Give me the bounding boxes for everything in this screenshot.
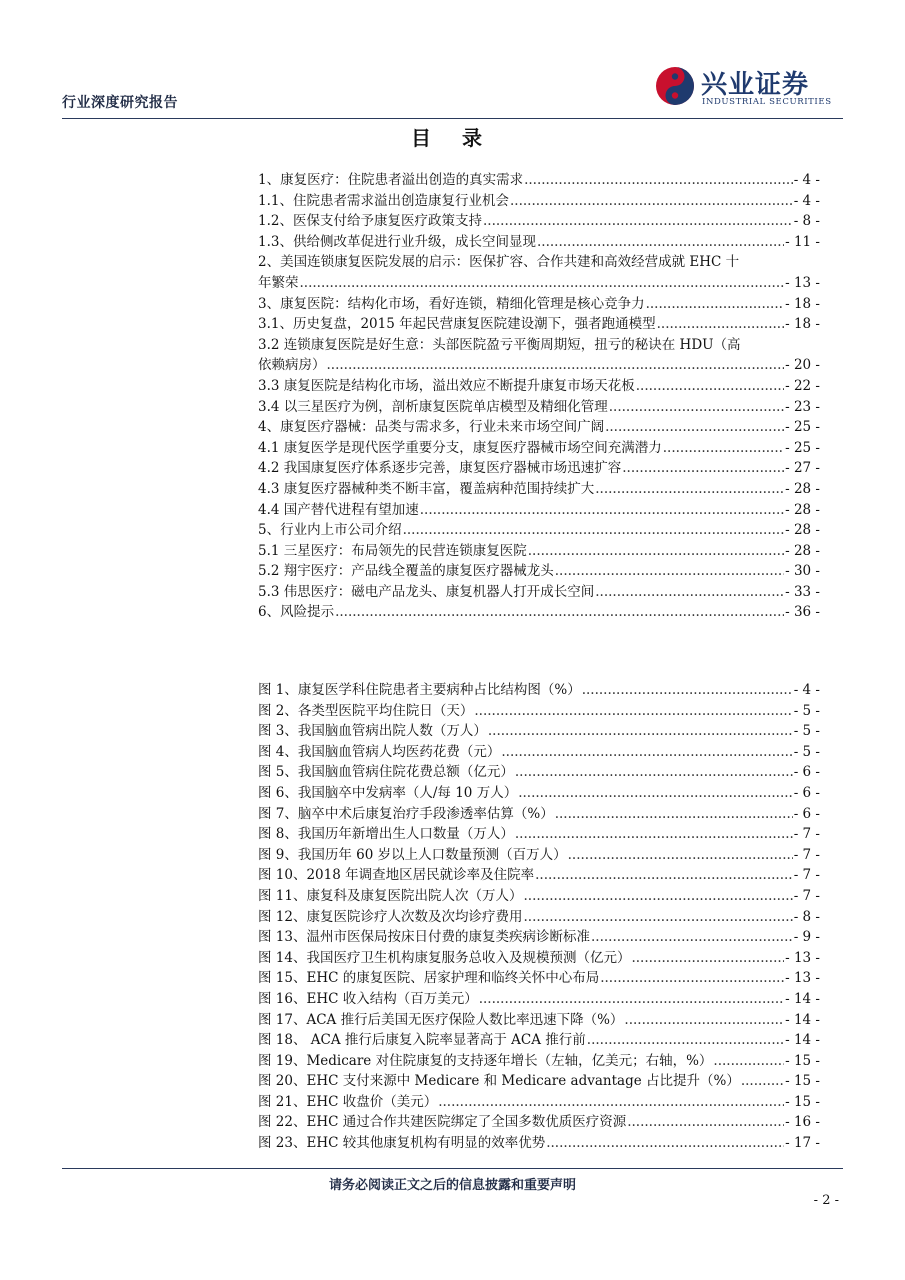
toc-entry-title: 5.1 三星医疗：布局领先的民营连锁康复医院 (258, 542, 527, 559)
toc-entry[interactable] (258, 397, 820, 418)
toc-entry-title: 3.3 康复医院是结构化市场，溢出效应不断提升康复市场天花板 (258, 377, 635, 394)
figure-entry-title: 图 10、2018 年调查地区居民就诊率及住院率 (258, 867, 535, 884)
dot-leader (622, 458, 784, 479)
toc-entry-page: - 27 - (785, 460, 820, 477)
figure-entry[interactable] (258, 824, 820, 845)
toc-entry[interactable] (258, 294, 820, 315)
figure-entry-page: - 15 - (785, 1052, 820, 1069)
figure-entry-title: 图 17、ACA 推行后美国无医疗保险人数比率迅速下降（%） (258, 1011, 624, 1028)
dot-leader (595, 479, 784, 500)
figure-entry-page: - 7 - (793, 887, 820, 904)
dot-leader (591, 927, 793, 948)
dot-leader (300, 273, 785, 294)
toc-entry[interactable] (258, 561, 820, 582)
company-logo (655, 64, 845, 110)
dot-leader (510, 191, 793, 212)
toc-entry-title: 4.3 康复医疗器械种类不断丰富，覆盖病种范围持续扩大 (258, 480, 595, 497)
toc-entry-title-continued: 年繁荣 (258, 274, 299, 291)
toc-entry-title: 4、康复医疗器械：品类与需求多，行业未来市场空间广阔 (258, 419, 605, 436)
toc-entry[interactable] (258, 335, 820, 376)
figure-entry[interactable] (258, 1030, 820, 1051)
toc-entry-title: 3、康复医院：结构化市场，看好连锁，精细化管理是核心竞争力 (258, 295, 645, 312)
dot-leader (524, 170, 793, 191)
dot-leader (403, 520, 785, 541)
figure-entry-page: - 7 - (793, 846, 820, 863)
figure-entry-page: - 14 - (785, 1011, 820, 1028)
dot-leader (713, 1051, 784, 1072)
figure-entry[interactable] (258, 968, 820, 989)
figure-entry[interactable] (258, 1071, 820, 1092)
toc-entry-title: 4.2 我国康复医疗体系逐步完善，康复医疗器械市场迅速扩容 (258, 460, 622, 477)
figure-entry-page: - 5 - (793, 702, 820, 719)
toc-entry[interactable] (258, 520, 820, 541)
figure-entry-page: - 17 - (785, 1135, 820, 1152)
header-divider (62, 118, 843, 119)
dot-leader (555, 561, 784, 582)
figure-entry[interactable] (258, 783, 820, 804)
dot-leader (537, 232, 784, 253)
figure-entry-page: - 16 - (785, 1114, 820, 1131)
toc-entry-title: 3.2 连锁康复医院是好生意：头部医院盈亏平衡周期短，扭亏的秘诀在 HDU（高 (258, 336, 741, 353)
dot-leader (657, 314, 784, 335)
toc-entry-title: 5.3 伟思医疗：磁电产品龙头、康复机器人打开成长空间 (258, 583, 595, 600)
toc-list (258, 170, 820, 623)
figure-entry[interactable] (258, 701, 820, 722)
dot-leader (518, 783, 793, 804)
dot-leader (479, 989, 784, 1010)
toc-entry-page: - 28 - (785, 542, 820, 559)
toc-entry-title: 1.3、供给侧改革促进行业升级，成长空间显现 (258, 233, 536, 250)
dot-leader (609, 397, 784, 418)
figure-entry-page: - 9 - (793, 929, 820, 946)
figure-entry-page: - 14 - (785, 990, 820, 1007)
dot-leader (636, 376, 784, 397)
dot-leader (474, 701, 792, 722)
dot-leader (523, 886, 792, 907)
toc-entry-title: 1.2、医保支付给予康复医疗政策支持 (258, 213, 482, 230)
figure-entry-page: - 13 - (785, 970, 820, 987)
toc-entry-title: 3.4 以三星医疗为例，剖析康复医院单店模型及精细化管理 (258, 398, 608, 415)
dot-leader (741, 1071, 784, 1092)
dot-leader (488, 721, 793, 742)
figure-entry-page: - 15 - (785, 1093, 820, 1110)
figure-list (258, 680, 820, 1154)
dot-leader (515, 762, 793, 783)
figure-entry-page: - 5 - (793, 723, 820, 740)
dot-leader (501, 742, 792, 763)
figure-entry-title: 图 20、EHC 支付来源中 Medicare 和 Medicare advantage 占比提升（%） (258, 1073, 740, 1090)
toc-entry[interactable] (258, 500, 820, 521)
figure-entry-title: 图 22、EHC 通过合作共建医院绑定了全国多数优质医疗资源 (258, 1114, 627, 1131)
page-number: - 2 - (813, 1193, 839, 1208)
figure-entry-page: - 14 - (785, 1032, 820, 1049)
dot-leader (646, 294, 785, 315)
figure-entry-title: 图 11、康复科及康复医院出院人次（万人） (258, 887, 523, 904)
dot-leader (535, 865, 793, 886)
toc-entry-page: - 36 - (785, 604, 820, 621)
figure-entry-page: - 13 - (785, 949, 820, 966)
figure-entry-page: - 6 - (793, 784, 820, 801)
toc-entry-page: - 25 - (785, 419, 820, 436)
figure-entry-title: 图 4、我国脑血管病人均医药花费（元） (258, 743, 501, 760)
figure-entry-page: - 8 - (793, 908, 820, 925)
figure-entry-page: - 15 - (785, 1073, 820, 1090)
figure-entry-title: 图 5、我国脑血管病住院花费总额（亿元） (258, 764, 514, 781)
toc-entry-title: 4.1 康复医学是现代医学重要分支，康复医疗器械市场空间充满潜力 (258, 439, 662, 456)
figure-entry[interactable] (258, 721, 820, 742)
dot-leader (624, 1010, 784, 1031)
toc-entry-title: 5.2 翔宇医疗：产品线全覆盖的康复医疗器械龙头 (258, 563, 554, 580)
figure-entry-page: - 7 - (793, 867, 820, 884)
toc-entry-page: - 11 - (785, 233, 820, 250)
dot-leader (568, 845, 793, 866)
toc-entry[interactable] (258, 252, 820, 293)
figure-entry-page: - 6 - (793, 764, 820, 781)
dot-leader (327, 355, 785, 376)
figure-entry-title: 图 19、Medicare 对住院康复的支持逐年增长（左轴，亿美元；右轴，%） (258, 1052, 713, 1069)
figure-entry-title: 图 18、 ACA 推行后康复入院率显著高于 ACA 推行前 (258, 1032, 586, 1049)
dot-leader (546, 1133, 784, 1154)
toc-entry-page: - 30 - (785, 563, 820, 580)
dot-leader (438, 1092, 784, 1113)
logo-mark-icon (655, 66, 695, 106)
toc-entry-title: 1、康复医疗：住院患者溢出创造的真实需求 (258, 172, 524, 188)
figure-entry[interactable] (258, 1112, 820, 1133)
toc-entry-page: - 13 - (785, 274, 820, 291)
dot-leader (582, 680, 793, 701)
toc-entry-title: 1.1、住院患者需求溢出创造康复行业机会 (258, 192, 509, 209)
dot-leader (587, 1030, 784, 1051)
dot-leader (627, 1112, 784, 1133)
figure-entry-title: 图 12、康复医院诊疗人次数及次均诊疗费用 (258, 908, 523, 925)
figure-entry[interactable] (258, 1010, 820, 1031)
figure-entry-title: 图 16、EHC 收入结构（百万美元） (258, 990, 478, 1007)
toc-entry-page: - 28 - (785, 522, 820, 539)
disclaimer-notice[interactable]: 请务必阅读正文之后的信息披露和重要声明 (328, 1178, 576, 1193)
figure-entry-page: - 4 - (793, 682, 820, 698)
logo-english-name: INDUSTRIAL SECURITIES (702, 97, 832, 107)
toc-entry[interactable] (258, 191, 820, 212)
toc-entry-title: 3.1、历史复盘，2015 年起民营康复医院建设潮下，强者跑通模型 (258, 316, 656, 333)
figure-entry-title: 图 13、温州市医保局按床日付费的康复类疾病诊断标准 (258, 929, 590, 946)
toc-entry-page: - 22 - (785, 377, 820, 394)
dot-leader (528, 541, 784, 562)
figure-entry-title: 图 1、康复医学科住院患者主要病种占比结构图（%） (258, 682, 581, 698)
dot-leader (663, 438, 784, 459)
toc-title: 目 录 (411, 126, 494, 150)
figure-entry[interactable] (258, 1092, 820, 1113)
figure-entry-title: 图 14、我国医疗卫生机构康复服务总收入及规模预测（亿元） (258, 949, 631, 966)
toc-entry-title: 5、行业内上市公司介绍 (258, 522, 402, 539)
figure-entry[interactable] (258, 804, 820, 825)
figure-entry[interactable] (258, 762, 820, 783)
dot-leader (631, 948, 784, 969)
dot-leader (483, 211, 793, 232)
figure-entry[interactable] (258, 927, 820, 948)
figure-entry[interactable] (258, 742, 820, 763)
dot-leader (335, 602, 784, 623)
figure-entry-page: - 6 - (793, 805, 820, 822)
toc-entry-title: 6、风险提示 (258, 604, 335, 621)
toc-entry-page: - 18 - (785, 295, 820, 312)
figure-entry-title: 图 23、EHC 较其他康复机构有明显的效率优势 (258, 1135, 546, 1152)
footer-divider (62, 1168, 843, 1169)
toc-entry[interactable] (258, 376, 820, 397)
toc-entry-page: - 25 - (785, 439, 820, 456)
figure-entry-title: 图 9、我国历年 60 岁以上人口数量预测（百万人） (258, 846, 567, 863)
dot-leader (600, 968, 784, 989)
report-type-label: 行业深度研究报告 (62, 95, 178, 111)
figure-entry[interactable] (258, 680, 820, 701)
figure-entry[interactable] (258, 845, 820, 866)
figure-entry[interactable] (258, 1051, 820, 1072)
toc-entry[interactable] (258, 314, 820, 335)
figure-entry-title: 图 3、我国脑血管病出院人数（万人） (258, 723, 487, 740)
dot-leader (555, 804, 793, 825)
toc-entry[interactable] (258, 602, 820, 623)
figure-entry-title: 图 2、各类型医院平均住院日（天） (258, 702, 474, 719)
toc-entry[interactable] (258, 417, 820, 438)
dot-leader (523, 907, 792, 928)
figure-entry[interactable] (258, 1133, 820, 1154)
toc-entry[interactable] (258, 438, 820, 459)
toc-entry-page: - 4 - (793, 192, 820, 209)
figure-entry-title: 图 15、EHC 的康复医院、居家护理和临终关怀中心布局 (258, 970, 600, 987)
toc-entry[interactable] (258, 541, 820, 562)
toc-entry-page: - 28 - (785, 501, 820, 518)
figure-entry-title: 图 6、我国脑卒中发病率（人/每 10 万人） (258, 784, 518, 801)
toc-entry-title: 4.4 国产替代进程有望加速 (258, 501, 419, 518)
figure-entry[interactable] (258, 907, 820, 928)
figure-entry[interactable] (258, 948, 820, 969)
figure-entry-title: 图 7、脑卒中术后康复治疗手段渗透率估算（%） (258, 805, 554, 822)
dot-leader (515, 824, 793, 845)
figure-entry[interactable] (258, 865, 820, 886)
toc-entry-page: - 23 - (785, 398, 820, 415)
dot-leader (605, 417, 784, 438)
toc-entry[interactable] (258, 582, 820, 603)
toc-entry[interactable] (258, 458, 820, 479)
toc-entry-page: - 4 - (793, 172, 820, 188)
toc-entry[interactable] (258, 232, 820, 253)
toc-entry-title: 2、美国连锁康复医院发展的启示：医保扩容、合作共建和高效经营成就 EHC 十 (258, 254, 740, 271)
dot-leader (595, 582, 784, 603)
toc-entry[interactable] (258, 170, 820, 191)
logo-chinese-name: 兴业证券 (701, 70, 810, 100)
toc-entry-page: - 33 - (785, 583, 820, 600)
toc-entry-title-continued: 依赖病房） (258, 357, 326, 374)
toc-entry-page: - 8 - (793, 213, 820, 230)
toc-entry-page: - 28 - (785, 480, 820, 497)
figure-entry-title: 图 8、我国历年新增出生人口数量（万人） (258, 826, 514, 843)
figure-entry[interactable] (258, 886, 820, 907)
figure-entry-page: - 7 - (793, 826, 820, 843)
toc-entry[interactable] (258, 211, 820, 232)
figure-entry-page: - 5 - (793, 743, 820, 760)
figure-entry-title: 图 21、EHC 收盘价（美元） (258, 1093, 438, 1110)
toc-entry-page: - 20 - (785, 357, 820, 374)
dot-leader (420, 500, 784, 521)
figure-entry[interactable] (258, 989, 820, 1010)
toc-entry-page: - 18 - (785, 316, 820, 333)
toc-entry[interactable] (258, 479, 820, 500)
